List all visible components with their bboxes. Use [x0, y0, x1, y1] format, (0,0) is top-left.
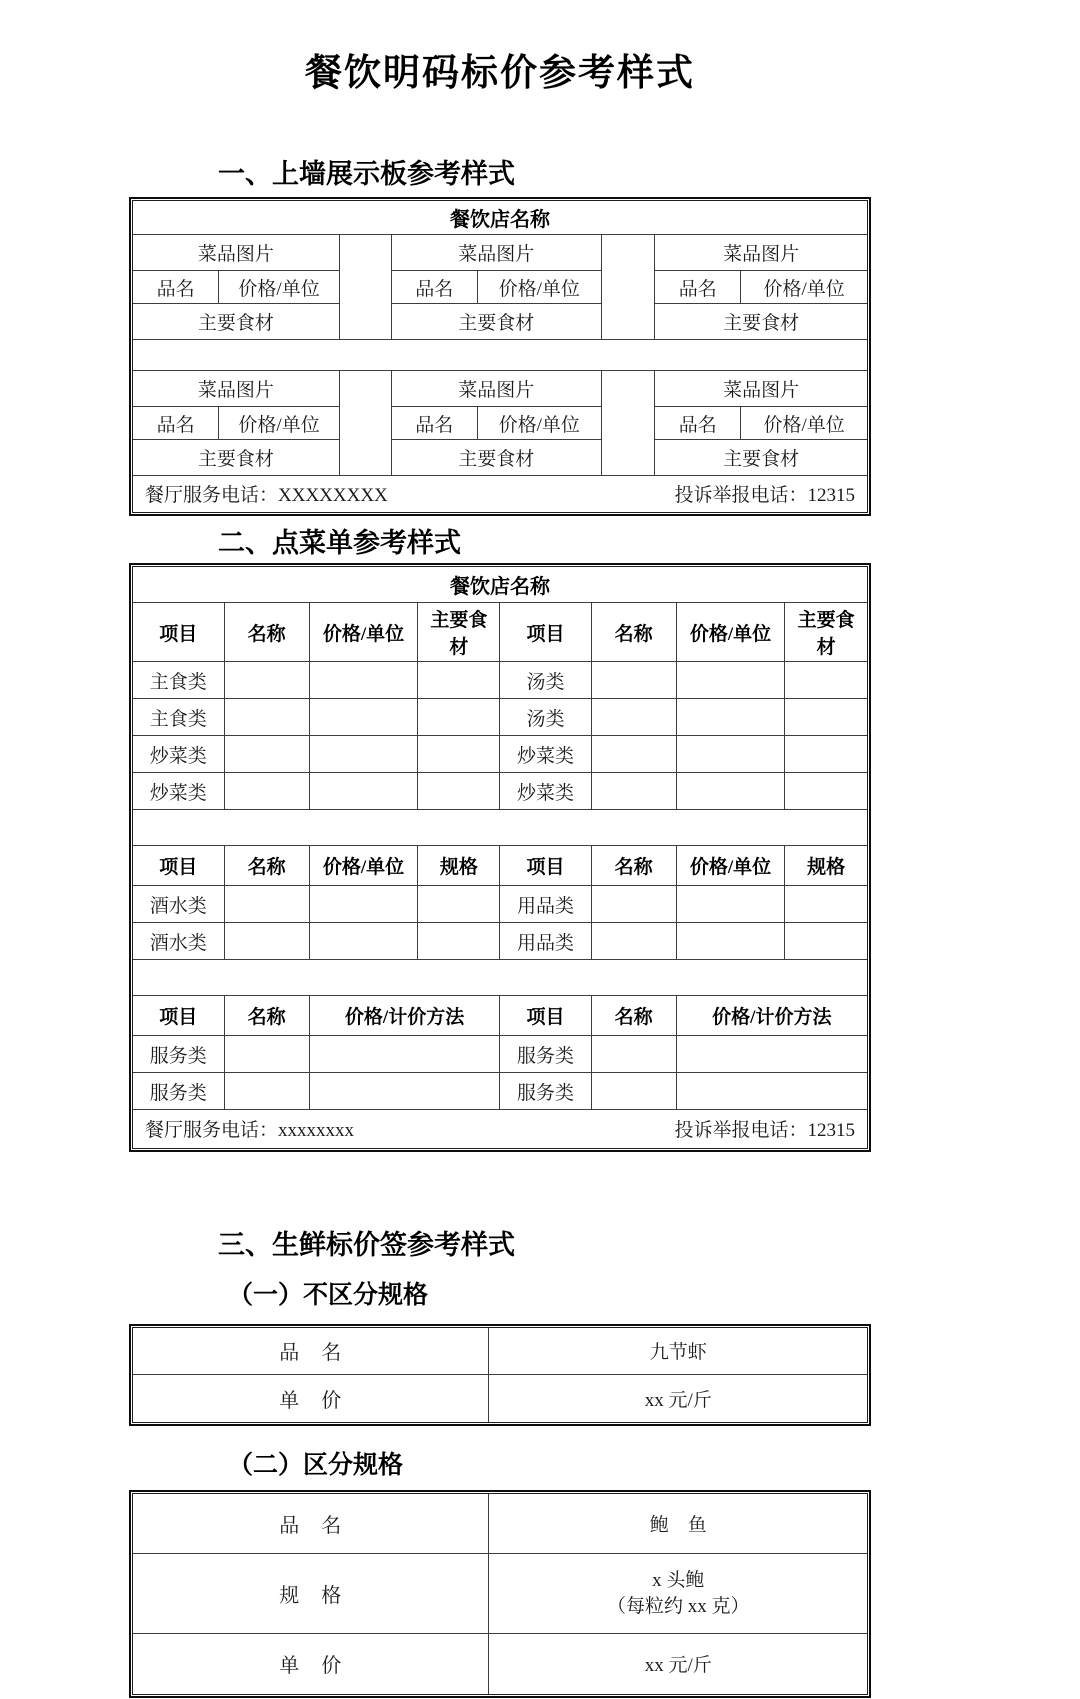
item-name-cell: 品名: [391, 271, 477, 304]
empty-cell: [676, 699, 785, 736]
spec-line-1: x 头鲍: [652, 1569, 705, 1591]
dish-image-cell: 菜品图片: [133, 235, 339, 271]
wall-board-grid: [133, 201, 867, 512]
dish-image-cell: 菜品图片: [655, 371, 867, 407]
category-cell: 炒菜类: [133, 736, 224, 773]
menu-header-cell: 项目: [500, 846, 591, 886]
price-unit-cell: 价格/单位: [477, 271, 601, 304]
gap-cell: [601, 235, 655, 340]
empty-cell: [418, 736, 500, 773]
phone-footer-row: [133, 476, 867, 512]
phone-footer-row: [133, 1110, 867, 1148]
category-cell: 汤类: [500, 699, 591, 736]
field-label-cell: 规 格: [133, 1554, 489, 1634]
menu-header-cell: 名称: [591, 996, 676, 1036]
menu-header-cell: 项目: [133, 846, 224, 886]
dish-image-cell: 菜品图片: [133, 371, 339, 407]
menu-header-cell: 名称: [591, 846, 676, 886]
menu-header-cell: 项目: [133, 996, 224, 1036]
spacer-row: [133, 340, 867, 371]
menu-header-cell: 规格: [418, 846, 500, 886]
price-unit-cell: 价格/单位: [741, 407, 867, 440]
service-phone: 餐厅服务电话：XXXXXXXX: [145, 485, 388, 507]
fresh-tag-simple-grid: [133, 1328, 867, 1422]
field-label-cell: 品 名: [133, 1494, 489, 1554]
empty-cell: [224, 923, 309, 960]
category-cell: 服务类: [500, 1036, 591, 1073]
empty-cell: [591, 923, 676, 960]
empty-cell: [309, 1036, 500, 1073]
menu-header-cell: 价格/单位: [309, 603, 418, 662]
gap-cell: [601, 371, 655, 476]
category-cell: 汤类: [500, 662, 591, 699]
empty-cell: [676, 1073, 867, 1110]
fresh-tag-simple-table: [132, 1327, 868, 1423]
empty-cell: [309, 699, 418, 736]
category-cell: 服务类: [500, 1073, 591, 1110]
complaint-phone: 投诉举报电话：12315: [674, 1120, 855, 1142]
menu-table: [132, 566, 868, 1149]
empty-cell: [676, 886, 785, 923]
menu-header-cell: 项目: [500, 996, 591, 1036]
empty-cell: [309, 1073, 500, 1110]
spec-line-2: （每粒约 xx 克）: [606, 1595, 750, 1617]
wall-board-table: [132, 200, 868, 513]
empty-cell: [224, 1073, 309, 1110]
dish-image-cell: 菜品图片: [655, 235, 867, 271]
empty-cell: [591, 699, 676, 736]
menu-header-cell: 名称: [224, 846, 309, 886]
section-3-sub-1-heading: （一）不区分规格: [228, 1281, 429, 1309]
ingredients-cell: 主要食材: [391, 440, 601, 476]
field-label-cell: 品 名: [133, 1328, 489, 1375]
gap-cell: [339, 371, 391, 476]
empty-cell: [676, 923, 785, 960]
store-name-cell: 餐饮店名称: [133, 201, 867, 235]
menu-header-cell: 价格/计价方法: [676, 996, 867, 1036]
field-value-cell: xx 元/斤: [489, 1634, 867, 1694]
empty-cell: [785, 773, 867, 810]
menu-header-cell: 主要食材: [418, 603, 500, 662]
section-1-heading: 一、上墙展示板参考样式: [218, 159, 515, 189]
item-name-cell: 品名: [133, 271, 219, 304]
menu-header-cell: 价格/计价方法: [309, 996, 500, 1036]
item-name-cell: 品名: [133, 407, 219, 440]
empty-cell: [418, 886, 500, 923]
category-cell: 用品类: [500, 923, 591, 960]
category-cell: 炒菜类: [500, 736, 591, 773]
item-name-cell: 品名: [655, 407, 741, 440]
field-value-cell: xx 元/斤: [489, 1375, 867, 1422]
document-content: [132, 0, 868, 1695]
empty-cell: [418, 699, 500, 736]
menu-header-cell: 名称: [591, 603, 676, 662]
field-value-cell: [489, 1554, 867, 1634]
dish-image-cell: 菜品图片: [391, 235, 601, 271]
category-cell: 用品类: [500, 886, 591, 923]
empty-cell: [224, 736, 309, 773]
fresh-tag-spec-grid: [133, 1494, 867, 1694]
dish-image-cell: 菜品图片: [391, 371, 601, 407]
fresh-tag-spec-table: [132, 1493, 868, 1695]
ingredients-cell: 主要食材: [655, 440, 867, 476]
menu-header-cell: 价格/单位: [676, 846, 785, 886]
ingredients-cell: 主要食材: [655, 304, 867, 340]
section-2-heading: 二、点菜单参考样式: [218, 527, 461, 558]
item-name-cell: 品名: [655, 271, 741, 304]
empty-cell: [676, 773, 785, 810]
menu-header-cell: 规格: [785, 846, 867, 886]
empty-cell: [676, 662, 785, 699]
menu-header-cell: 项目: [133, 603, 224, 662]
store-name-cell: 餐饮店名称: [133, 567, 867, 603]
price-unit-cell: 价格/单位: [741, 271, 867, 304]
empty-cell: [785, 886, 867, 923]
empty-cell: [676, 736, 785, 773]
empty-cell: [224, 662, 309, 699]
price-unit-cell: 价格/单位: [219, 407, 339, 440]
empty-cell: [785, 662, 867, 699]
menu-header-cell: 主要食材: [785, 603, 867, 662]
service-phone: 餐厅服务电话：xxxxxxxx: [145, 1120, 355, 1142]
empty-cell: [309, 886, 418, 923]
empty-cell: [309, 923, 418, 960]
empty-cell: [309, 773, 418, 810]
empty-cell: [785, 699, 867, 736]
category-cell: 酒水类: [133, 886, 224, 923]
menu-header-cell: 价格/单位: [676, 603, 785, 662]
category-cell: 服务类: [133, 1073, 224, 1110]
empty-cell: [224, 886, 309, 923]
category-cell: 炒菜类: [500, 773, 591, 810]
ingredients-cell: 主要食材: [391, 304, 601, 340]
empty-cell: [591, 773, 676, 810]
price-unit-cell: 价格/单位: [477, 407, 601, 440]
section-3-sub-2-heading: （二）区分规格: [228, 1451, 404, 1479]
empty-cell: [591, 1036, 676, 1073]
spacer-row: [133, 810, 867, 846]
menu-header-cell: 价格/单位: [309, 846, 418, 886]
spacer-row: [133, 960, 867, 996]
empty-cell: [676, 1036, 867, 1073]
field-label-cell: 单 价: [133, 1634, 489, 1694]
category-cell: 酒水类: [133, 923, 224, 960]
item-name-cell: 品名: [391, 407, 477, 440]
section-3-heading: 三、生鲜标价签参考样式: [218, 1229, 515, 1260]
ingredients-cell: 主要食材: [133, 304, 339, 340]
empty-cell: [418, 662, 500, 699]
empty-cell: [591, 886, 676, 923]
field-value-cell: 鲍 鱼: [489, 1494, 867, 1554]
empty-cell: [591, 662, 676, 699]
empty-cell: [224, 773, 309, 810]
category-cell: 炒菜类: [133, 773, 224, 810]
empty-cell: [309, 662, 418, 699]
gap-cell: [339, 235, 391, 340]
category-cell: 主食类: [133, 662, 224, 699]
empty-cell: [418, 923, 500, 960]
empty-cell: [591, 736, 676, 773]
empty-cell: [309, 736, 418, 773]
complaint-phone: 投诉举报电话：12315: [674, 485, 855, 507]
empty-cell: [785, 736, 867, 773]
menu-grid: [133, 567, 867, 1148]
price-unit-cell: 价格/单位: [219, 271, 339, 304]
category-cell: 主食类: [133, 699, 224, 736]
menu-header-cell: 名称: [224, 996, 309, 1036]
empty-cell: [591, 1073, 676, 1110]
page-title: 餐饮明码标价参考样式: [305, 53, 695, 94]
ingredients-cell: 主要食材: [133, 440, 339, 476]
category-cell: 服务类: [133, 1036, 224, 1073]
empty-cell: [224, 699, 309, 736]
empty-cell: [785, 923, 867, 960]
menu-header-cell: 项目: [500, 603, 591, 662]
menu-header-cell: 名称: [224, 603, 309, 662]
empty-cell: [418, 773, 500, 810]
empty-cell: [224, 1036, 309, 1073]
field-label-cell: 单 价: [133, 1375, 489, 1422]
field-value-cell: 九节虾: [489, 1328, 867, 1375]
